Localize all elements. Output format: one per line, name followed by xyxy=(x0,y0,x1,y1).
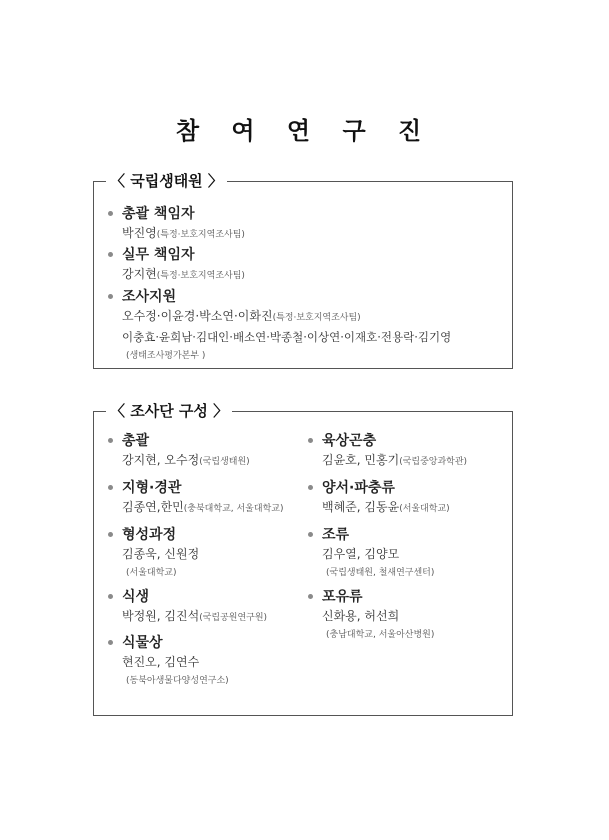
page-title: 참 여 연 구 진 xyxy=(175,116,434,145)
list-item xyxy=(108,288,451,363)
person-names: 백혜준, 김동윤 xyxy=(322,500,400,514)
affiliation-note: (서울대학교) xyxy=(126,568,177,578)
list-item xyxy=(108,205,245,244)
survey-team-box xyxy=(93,402,513,716)
bullet-icon xyxy=(308,594,313,599)
bullet-icon xyxy=(308,485,313,490)
bullet-icon xyxy=(108,252,113,257)
person-names: 김우열, 김양모 xyxy=(322,547,400,561)
bullet-icon xyxy=(108,294,113,299)
bullet-icon xyxy=(108,485,113,490)
person-names: 박진영 xyxy=(122,226,157,240)
affiliation: (특정·보호지역조사팀) xyxy=(272,313,361,323)
list-item xyxy=(108,479,283,518)
affiliation: (특정·보호지역조사팀) xyxy=(156,271,245,281)
list-item xyxy=(108,588,267,627)
person-names: 김종욱, 신원정 xyxy=(122,547,200,561)
affiliation: (국립중앙과학관) xyxy=(399,457,468,467)
affiliation: (국립생태원) xyxy=(199,457,250,467)
person-names: 김종연,한민 xyxy=(122,500,184,514)
list-item xyxy=(308,526,434,580)
item-heading: 식생 xyxy=(122,589,150,605)
affiliation-note: (동북아생물다양성연구소) xyxy=(126,676,229,686)
person-names: 김윤호, 민홍기 xyxy=(322,453,400,467)
bullet-icon xyxy=(108,532,113,537)
list-item xyxy=(308,588,434,642)
bullet-icon xyxy=(108,640,113,645)
item-heading: 조사지원 xyxy=(122,289,177,305)
bullet-icon xyxy=(108,438,113,443)
list-item xyxy=(108,526,199,580)
bullet-icon xyxy=(108,211,113,216)
person-names: 이충효·윤희남·김대인·배소연·박종철·이상연·이재호·전용락·김기영 xyxy=(122,330,452,344)
bullet-icon xyxy=(308,532,313,537)
item-heading: 총괄 책임자 xyxy=(122,206,195,222)
person-names: 강지현, 오수정 xyxy=(122,453,200,467)
list-item xyxy=(308,479,450,518)
institute-box-title: 〈 국립생태원 〉 xyxy=(106,171,227,191)
item-heading: 양서·파충류 xyxy=(322,480,395,496)
person-names: 현진오, 김연수 xyxy=(122,655,200,669)
affiliation: (국립공원연구원) xyxy=(199,613,268,623)
affiliation-note: (생태조사평가본부 ) xyxy=(126,351,206,361)
item-heading: 지형·경관 xyxy=(122,480,182,496)
person-names: 오수정·이윤경·박소연·이화진 xyxy=(122,309,273,323)
list-item xyxy=(108,432,250,471)
affiliation: (충북대학교, 서울대학교) xyxy=(183,504,284,514)
institute-box xyxy=(93,172,513,369)
bullet-icon xyxy=(308,438,313,443)
person-names: 강지현 xyxy=(122,267,157,281)
list-item xyxy=(308,432,467,471)
list-item xyxy=(108,246,245,285)
item-heading: 총괄 xyxy=(122,433,150,449)
affiliation: (특정·보호지역조사팀) xyxy=(156,230,245,240)
person-names: 박정원, 김진석 xyxy=(122,609,200,623)
item-heading: 포유류 xyxy=(322,589,363,605)
item-heading: 형성과정 xyxy=(122,527,177,543)
item-heading: 식물상 xyxy=(122,635,163,651)
item-heading: 육상곤충 xyxy=(322,433,377,449)
survey-team-box-title: 〈 조사단 구성 〉 xyxy=(106,401,232,421)
person-names: 신화용, 허선희 xyxy=(322,609,400,623)
affiliation: (서울대학교) xyxy=(399,504,450,514)
item-heading: 조류 xyxy=(322,527,350,543)
affiliation-note: (국립생태원, 철새연구센터) xyxy=(326,568,435,578)
affiliation-note: (충남대학교, 서울아산병원) xyxy=(326,630,435,640)
bullet-icon xyxy=(108,594,113,599)
item-heading: 실무 책임자 xyxy=(122,247,195,263)
list-item xyxy=(108,634,229,688)
